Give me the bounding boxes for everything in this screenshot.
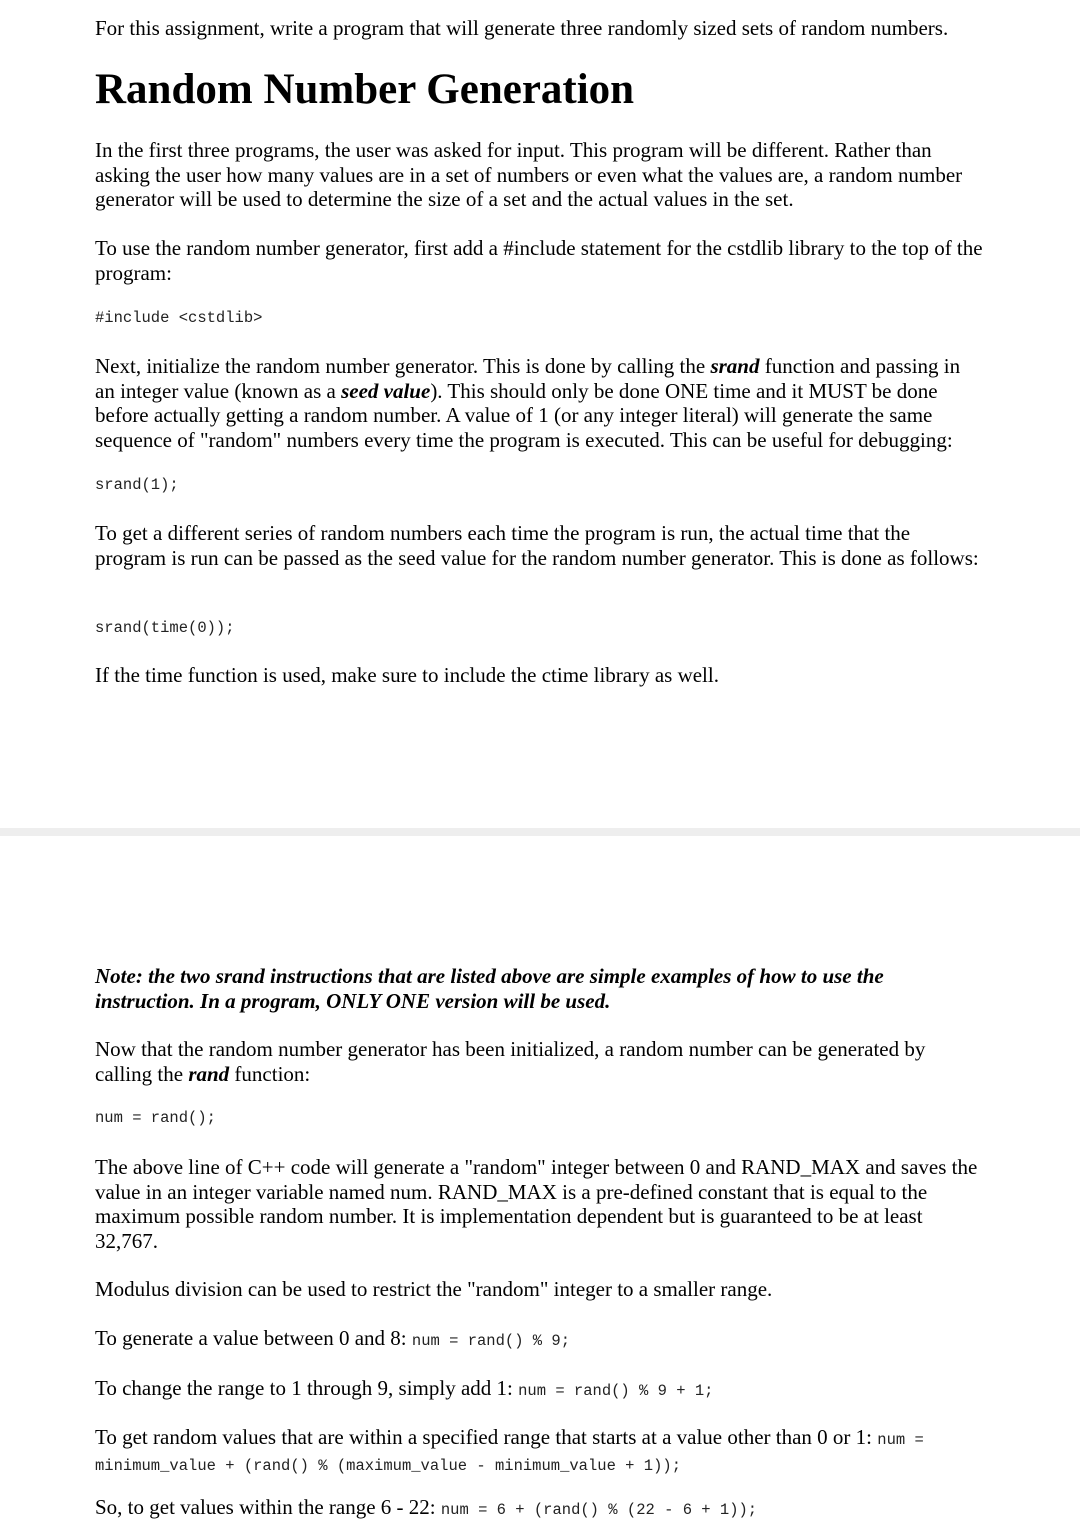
range-1-9-code: num = rand() % 9 + 1; xyxy=(518,1382,714,1400)
paragraph-include-instructions: To use the random number generator, first add a #include statement for the cstdlib library to the top of the program: xyxy=(95,236,983,285)
range-general-text: To get random values that are within a specified range that starts at a value other than 0 or 1: xyxy=(95,1425,878,1449)
page-title: Random Number Generation xyxy=(95,66,635,113)
paragraph-intro-input: In the first three programs, the user was asked for input. This program will be different. Rather than asking the user how many values are in a set of numbers or even what the values are, a random number generator will be used to determine the size of a set and the actual values in the set. xyxy=(95,138,963,211)
range-1-9-line xyxy=(95,1376,985,1404)
page-separator xyxy=(0,828,1080,836)
seed-value-term: seed value xyxy=(341,378,431,403)
note-srand-versions: Note: the two srand instructions that are listed above are simple examples of how to use the instruction. In a program, ONLY ONE version will be used. xyxy=(95,964,884,1013)
range-0-8-line xyxy=(95,1326,985,1354)
code-srand-1: srand(1); xyxy=(95,476,179,494)
paragraph-modulus: Modulus division can be used to restrict the "random" integer to a smaller range. xyxy=(95,1277,773,1301)
paragraph-rand-intro xyxy=(95,1037,985,1086)
rand-text-part1: Now that the random number generator has been initialized, a random number can be generated by calling the xyxy=(95,1037,926,1086)
code-srand-time: srand(time(0)); xyxy=(95,619,235,637)
paragraph-rand-max: The above line of C++ code will generate a "random" integer between 0 and RAND_MAX and saves the value in an integer variable named num. RAND_MAX is a pre-defined constant that is equal to the maximum possible random number. It is implementation dependent but is guaranteed to be at least 32,767. xyxy=(95,1155,978,1253)
document-page-2 xyxy=(0,836,1080,1535)
range-6-22-text: So, to get values within the range 6 - 22: xyxy=(95,1495,441,1519)
range-6-22-code: num = 6 + (rand() % (22 - 6 + 1)); xyxy=(440,1501,758,1519)
code-include-cstdlib: #include <cstdlib> xyxy=(95,309,263,327)
rand-text-part2: function: xyxy=(229,1061,311,1086)
intro-paragraph: For this assignment, write a program that will generate three randomly sized sets of random numbers. xyxy=(95,16,949,40)
range-0-8-text: To generate a value between 0 and 8: xyxy=(95,1326,412,1350)
srand-text-part3: ). This should only be done ONE time and it MUST be done before actually getting a random number. A value of 1 (or any integer literal) will generate the same sequence of "random" numbers every time the program is executed. This can be useful for debugging: xyxy=(95,378,953,452)
srand-text-part2: function and passing in an integer value (known as a xyxy=(95,354,961,403)
paragraph-srand-intro xyxy=(95,354,985,452)
range-0-8-code: num = rand() % 9; xyxy=(411,1332,571,1350)
range-6-22-line xyxy=(95,1495,985,1523)
rand-keyword: rand xyxy=(188,1061,230,1086)
srand-text-part1: Next, initialize the random number generator. This is done by calling the xyxy=(95,354,711,378)
range-general-line xyxy=(95,1426,985,1477)
paragraph-time-seed: To get a different series of random numbers each time the program is run, the actual time that the program is run can be passed as the seed value for the random number generator. This is done as follows: xyxy=(95,521,979,570)
range-general-code: num = minimum_value + (rand() % (maximum_value - minimum_value + 1)); xyxy=(95,1431,924,1475)
paragraph-ctime-note: If the time function is used, make sure to include the ctime library as well. xyxy=(95,663,719,687)
code-num-rand: num = rand(); xyxy=(95,1109,216,1127)
range-1-9-text: To change the range to 1 through 9, simply add 1: xyxy=(95,1376,519,1400)
srand-keyword: srand xyxy=(710,354,760,378)
